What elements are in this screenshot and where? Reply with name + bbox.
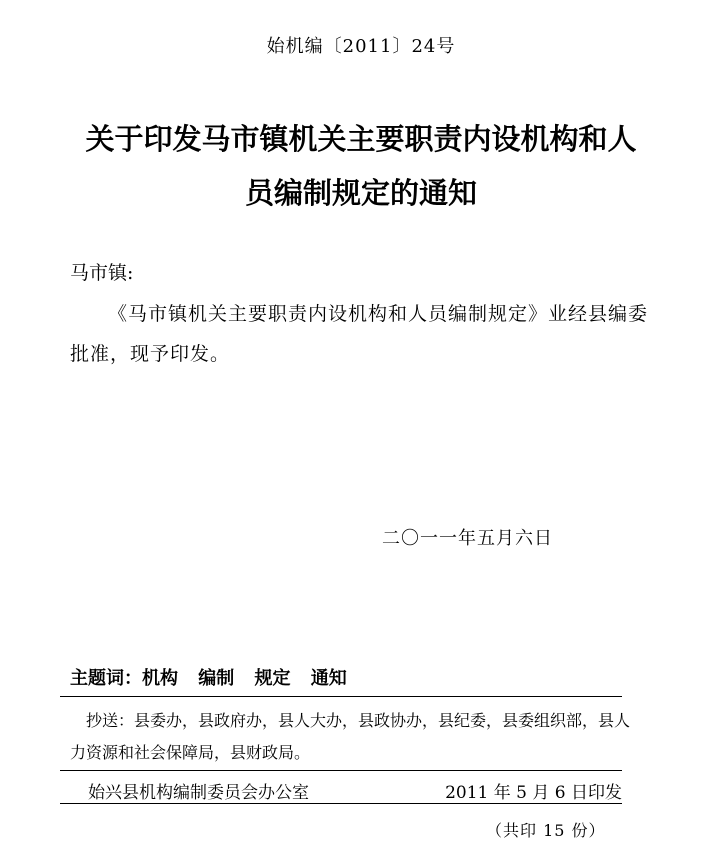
issuing-office: 始兴县机构编制委员会办公室 <box>88 783 309 803</box>
issue-date: 二〇一一年五月六日 <box>382 528 553 549</box>
salutation: 马市镇: <box>70 262 134 284</box>
divider-line-top <box>60 696 622 697</box>
title-line-2: 员编制规定的通知 <box>244 176 477 210</box>
print-date: 2011 年 5 月 6 日印发 <box>445 783 622 803</box>
document-title <box>0 112 722 220</box>
subject-keywords: 主题词：机构 编制 规定 通知 <box>70 668 347 689</box>
cc-list: 抄送：县委办，县政府办，县人大办，县政协办，县纪委，县委组织部，县人力资源和社会保障局，县财政局。 <box>70 711 631 762</box>
body-paragraph: 《马市镇机关主要职责内设机构和人员编制规定》业经县编委批准，现予印发。 <box>70 303 649 365</box>
title-line-1: 关于印发马市镇机关主要职责内设机构和人 <box>85 122 637 156</box>
divider-line-bottom <box>60 803 622 804</box>
divider-line-middle <box>60 770 622 771</box>
print-count: （共印 15 份） <box>486 821 606 840</box>
document-number: 始机编〔2011〕24号 <box>266 36 456 57</box>
